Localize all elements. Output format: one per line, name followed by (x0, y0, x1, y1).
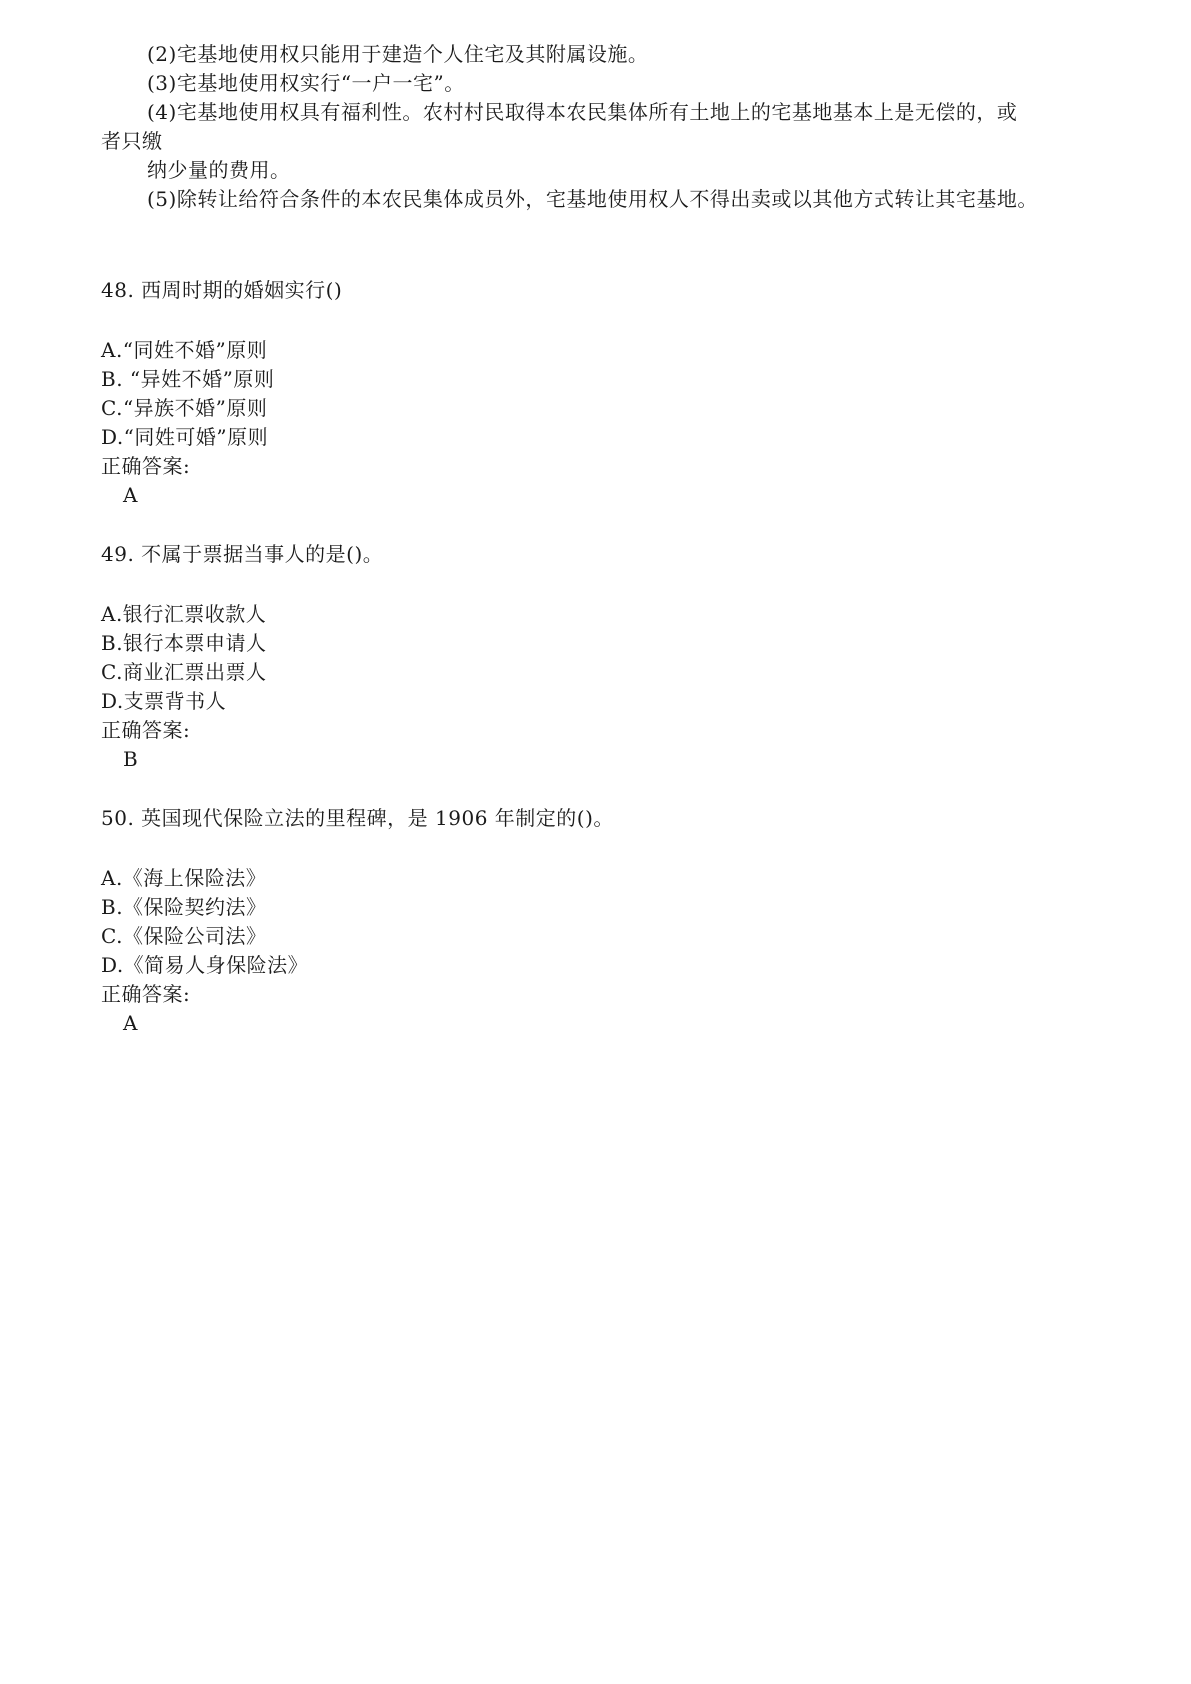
question-50-option-a: A.《海上保险法》 (101, 866, 267, 890)
question-48-option-b: B. “异姓不婚”原则 (101, 367, 275, 391)
intro-item-5: (5)除转让给符合条件的本农民集体成员外，宅基地使用权人不得出卖或以其他方式转让其宅基地。 (147, 187, 1038, 211)
question-48-answer-label: 正确答案: (101, 454, 191, 478)
question-49-answer-label: 正确答案: (101, 718, 191, 742)
question-49-option-d: D.支票背书人 (101, 689, 227, 713)
question-50-option-b: B.《保险契约法》 (101, 895, 267, 919)
question-49-option-b: B.银行本票申请人 (101, 631, 267, 655)
intro-item-4-line2: 者只缴 (101, 129, 163, 153)
question-48-option-a: A.“同姓不婚”原则 (101, 338, 268, 362)
question-48-answer: A (123, 483, 138, 507)
question-48-text: 48. 西周时期的婚姻实行() (101, 278, 343, 302)
question-49-option-c: C.商业汇票出票人 (101, 660, 267, 684)
question-49-text: 49. 不属于票据当事人的是()。 (101, 542, 384, 566)
question-48-option-d: D.“同姓可婚”原则 (101, 425, 269, 449)
question-50-text: 50. 英国现代保险立法的里程碑，是 1906 年制定的()。 (101, 806, 614, 830)
intro-item-2: (2)宅基地使用权只能用于建造个人住宅及其附属设施。 (147, 42, 649, 66)
question-50-option-c: C.《保险公司法》 (101, 924, 267, 948)
intro-item-4-line3: 纳少量的费用。 (147, 158, 291, 182)
intro-item-3: (3)宅基地使用权实行“一户一宅”。 (147, 71, 465, 95)
question-49-answer: B (123, 747, 139, 771)
question-49-option-a: A.银行汇票收款人 (101, 602, 267, 626)
question-50-answer-label: 正确答案: (101, 982, 191, 1006)
intro-item-4-line1: (4)宅基地使用权具有福利性。农村村民取得本农民集体所有土地上的宅基地基本上是无偿的，或 (147, 100, 1018, 124)
question-48-option-c: C.“异族不婚”原则 (101, 396, 268, 420)
question-50-answer: A (123, 1011, 138, 1035)
question-50-option-d: D.《简易人身保险法》 (101, 953, 309, 977)
